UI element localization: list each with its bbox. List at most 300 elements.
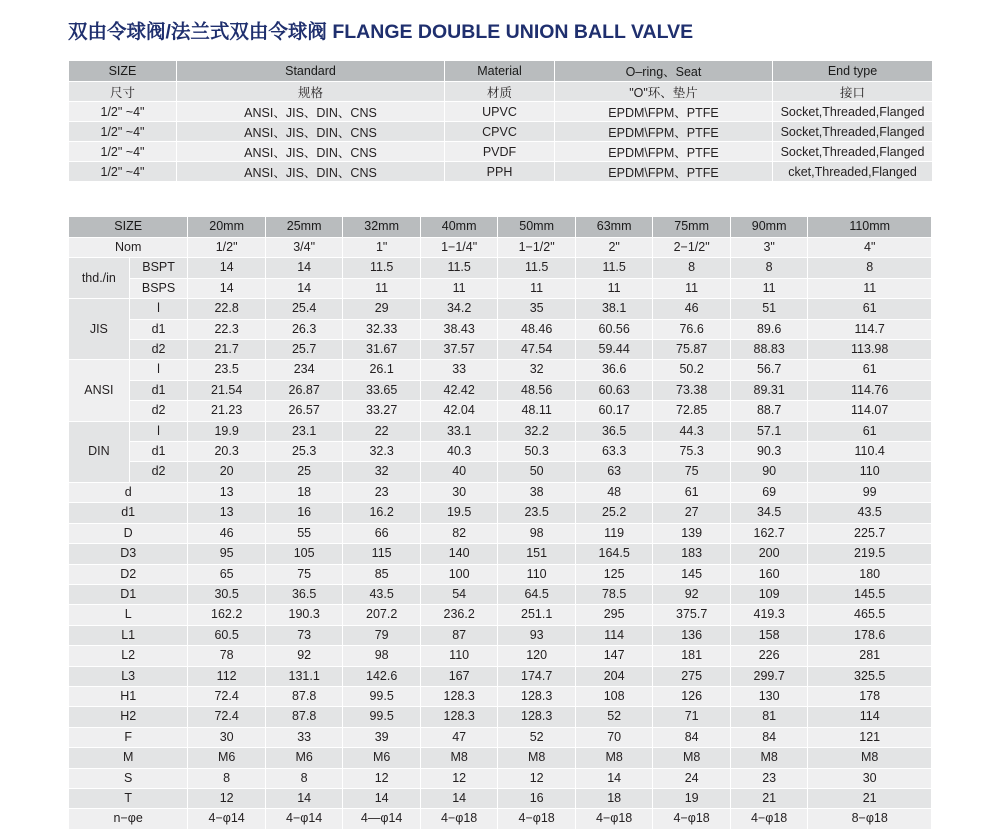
table-cell: 8−φ18 — [808, 809, 932, 829]
table-cell: 79 — [343, 625, 421, 645]
table-cell: 4−φ18 — [498, 809, 576, 829]
table-cell: 1−1/4" — [420, 238, 498, 258]
table-cell: 61 — [808, 421, 932, 441]
table-cell: 167 — [420, 666, 498, 686]
table-cell: 30.5 — [188, 584, 266, 604]
table-cell: 16.2 — [343, 503, 421, 523]
table-cell: 23.5 — [498, 503, 576, 523]
column-subheader: "O"环、垫片 — [555, 82, 773, 102]
column-header: 32mm — [343, 217, 421, 238]
table-cell: 39 — [343, 727, 421, 747]
table-cell: 87.8 — [265, 707, 343, 727]
table-cell: 52 — [498, 727, 576, 747]
table-cell: 33.27 — [343, 401, 421, 421]
table-cell: 226 — [730, 646, 808, 666]
column-subheader: 材质 — [445, 82, 555, 102]
table-cell: 78 — [188, 646, 266, 666]
table-row — [69, 421, 932, 441]
table-cell: 21.7 — [188, 340, 266, 360]
table-cell: 87.8 — [265, 686, 343, 706]
row-label: Nom — [69, 238, 188, 258]
table-cell: 114 — [575, 625, 653, 645]
table-cell: 115 — [343, 544, 421, 564]
table-cell: M6 — [343, 748, 421, 768]
table-cell: 109 — [730, 584, 808, 604]
table-cell: 4−φ14 — [265, 809, 343, 829]
table-cell: 22.8 — [188, 299, 266, 319]
table-cell: 34.2 — [420, 299, 498, 319]
table-cell: 48.11 — [498, 401, 576, 421]
table-cell: 63 — [575, 462, 653, 482]
table-cell: M8 — [808, 748, 932, 768]
table-cell: 151 — [498, 544, 576, 564]
table-cell: 19.9 — [188, 421, 266, 441]
row-label: d1 — [69, 503, 188, 523]
table-cell: 4−φ18 — [420, 809, 498, 829]
table-cell: 69 — [730, 482, 808, 502]
table-row — [69, 584, 932, 604]
table-cell: 375.7 — [653, 605, 731, 625]
row-label: L1 — [69, 625, 188, 645]
table-row — [69, 503, 932, 523]
row-label: S — [69, 768, 188, 788]
table-cell: Socket,Threaded,Flanged — [773, 102, 933, 122]
table-cell: EPDM\FPM、PTFE — [555, 162, 773, 182]
table-cell: ANSI、JIS、DIN、CNS — [177, 142, 445, 162]
table-cell: 37.57 — [420, 340, 498, 360]
table-cell: 204 — [575, 666, 653, 686]
table-cell: 47.54 — [498, 340, 576, 360]
table-cell: 19 — [653, 788, 731, 808]
table-cell: 36.5 — [265, 584, 343, 604]
specification-table — [68, 60, 933, 182]
table-cell: 8 — [730, 258, 808, 278]
table-cell: 90 — [730, 462, 808, 482]
table-cell: 63.3 — [575, 442, 653, 462]
table-cell: 82 — [420, 523, 498, 543]
table-cell: 32.3 — [343, 442, 421, 462]
row-label: n−φe — [69, 809, 188, 829]
table-cell: 25.3 — [265, 442, 343, 462]
table-cell: 50.3 — [498, 442, 576, 462]
table-cell: 24 — [653, 768, 731, 788]
table-cell: UPVC — [445, 102, 555, 122]
table-header-row — [69, 217, 932, 238]
column-header: Material — [445, 61, 555, 82]
table-row — [69, 142, 933, 162]
table-cell: 121 — [808, 727, 932, 747]
table-row — [69, 340, 932, 360]
table-cell: 99.5 — [343, 707, 421, 727]
table-cell: 72.85 — [653, 401, 731, 421]
table-cell: 32 — [498, 360, 576, 380]
table-cell: 11.5 — [343, 258, 421, 278]
table-cell: 11.5 — [420, 258, 498, 278]
table-cell: 59.44 — [575, 340, 653, 360]
table-header-row — [69, 61, 933, 82]
table-cell: 14 — [265, 258, 343, 278]
table-cell: 35 — [498, 299, 576, 319]
row-label: d1 — [129, 442, 188, 462]
table-cell: 38.1 — [575, 299, 653, 319]
column-header: 25mm — [265, 217, 343, 238]
dimensions-table-body — [69, 217, 932, 830]
table-cell: 25.7 — [265, 340, 343, 360]
table-cell: 178.6 — [808, 625, 932, 645]
table-cell: 34.5 — [730, 503, 808, 523]
table-cell: 38.43 — [420, 319, 498, 339]
table-cell: 207.2 — [343, 605, 421, 625]
dimensions-table — [68, 216, 932, 830]
table-cell: 12 — [498, 768, 576, 788]
table-row — [69, 299, 932, 319]
table-cell: 61 — [653, 482, 731, 502]
table-cell: 219.5 — [808, 544, 932, 564]
table-cell: 36.5 — [575, 421, 653, 441]
table-cell: 3/4" — [265, 238, 343, 258]
table-cell: 4−φ18 — [575, 809, 653, 829]
table-cell: 136 — [653, 625, 731, 645]
table-cell: 29 — [343, 299, 421, 319]
table-cell: 54 — [420, 584, 498, 604]
table-cell: 162.7 — [730, 523, 808, 543]
table-cell: 11 — [498, 278, 576, 298]
table-cell: 14 — [575, 768, 653, 788]
row-label: F — [69, 727, 188, 747]
table-cell: 126 — [653, 686, 731, 706]
table-cell: 33 — [420, 360, 498, 380]
table-cell: 48.56 — [498, 380, 576, 400]
table-cell: 140 — [420, 544, 498, 564]
table-cell: 70 — [575, 727, 653, 747]
row-label: d2 — [129, 340, 188, 360]
table-cell: 14 — [188, 278, 266, 298]
table-cell: 66 — [343, 523, 421, 543]
table-cell: 87 — [420, 625, 498, 645]
table-cell: 33.1 — [420, 421, 498, 441]
table-cell: 128.3 — [498, 707, 576, 727]
row-group-label: JIS — [69, 299, 130, 360]
table-cell: 60.63 — [575, 380, 653, 400]
table-cell: 2−1/2" — [653, 238, 731, 258]
table-cell: 92 — [653, 584, 731, 604]
table-cell: 75 — [653, 462, 731, 482]
table-cell: 43.5 — [343, 584, 421, 604]
row-label: l — [129, 360, 188, 380]
table-cell: 11 — [653, 278, 731, 298]
row-group-label: ANSI — [69, 360, 130, 421]
table-cell: 92 — [265, 646, 343, 666]
table-cell: 26.1 — [343, 360, 421, 380]
table-cell: 21.23 — [188, 401, 266, 421]
table-cell: cket,Threaded,Flanged — [773, 162, 933, 182]
table-row — [69, 788, 932, 808]
table-cell: EPDM\FPM、PTFE — [555, 122, 773, 142]
table-row — [69, 278, 932, 298]
table-cell: 114 — [808, 707, 932, 727]
table-cell: 52 — [575, 707, 653, 727]
table-cell: 275 — [653, 666, 731, 686]
table-cell: 14 — [188, 258, 266, 278]
table-cell: 61 — [808, 299, 932, 319]
table-cell: 89.31 — [730, 380, 808, 400]
table-cell: 3" — [730, 238, 808, 258]
row-label: BSPT — [129, 258, 188, 278]
table-cell: 56.7 — [730, 360, 808, 380]
table-cell: 110.4 — [808, 442, 932, 462]
table-cell: 98 — [343, 646, 421, 666]
table-cell: 72.4 — [188, 707, 266, 727]
row-label: D1 — [69, 584, 188, 604]
table-cell: 113.98 — [808, 340, 932, 360]
table-cell: Socket,Threaded,Flanged — [773, 142, 933, 162]
table-cell: 25 — [265, 462, 343, 482]
table-cell: EPDM\FPM、PTFE — [555, 142, 773, 162]
table-cell: 61 — [808, 360, 932, 380]
table-row — [69, 523, 932, 543]
table-cell: 4" — [808, 238, 932, 258]
table-cell: 174.7 — [498, 666, 576, 686]
table-cell: 108 — [575, 686, 653, 706]
table-cell: 25.2 — [575, 503, 653, 523]
table-row — [69, 727, 932, 747]
table-cell: 181 — [653, 646, 731, 666]
table-row — [69, 319, 932, 339]
table-cell: ANSI、JIS、DIN、CNS — [177, 162, 445, 182]
table-cell: PVDF — [445, 142, 555, 162]
table-cell: 190.3 — [265, 605, 343, 625]
table-cell: 21.54 — [188, 380, 266, 400]
table-cell: 234 — [265, 360, 343, 380]
column-header: 50mm — [498, 217, 576, 238]
table-cell: 99.5 — [343, 686, 421, 706]
page-title-cn: 双由令球阀/法兰式双由令球阀 — [68, 21, 327, 43]
table-cell: 180 — [808, 564, 932, 584]
table-cell: 128.3 — [420, 707, 498, 727]
table-cell: 85 — [343, 564, 421, 584]
table-cell: 20.3 — [188, 442, 266, 462]
table-row — [69, 102, 933, 122]
table-cell: 158 — [730, 625, 808, 645]
table-cell: 73 — [265, 625, 343, 645]
table-row — [69, 686, 932, 706]
table-cell: 23.1 — [265, 421, 343, 441]
column-header: O–ring、Seat — [555, 61, 773, 82]
table-cell: 281 — [808, 646, 932, 666]
row-label: l — [129, 421, 188, 441]
table-cell: 38 — [498, 482, 576, 502]
table-cell: 30 — [188, 727, 266, 747]
table-cell: 164.5 — [575, 544, 653, 564]
table-cell: 30 — [420, 482, 498, 502]
table-row — [69, 544, 932, 564]
table-cell: 78.5 — [575, 584, 653, 604]
table-row — [69, 258, 932, 278]
table-cell: 2" — [575, 238, 653, 258]
table-cell: 14 — [265, 278, 343, 298]
table-cell: 32.2 — [498, 421, 576, 441]
table-row — [69, 360, 932, 380]
column-header: SIZE — [69, 61, 177, 82]
row-label: d1 — [129, 319, 188, 339]
table-cell: 4—φ14 — [343, 809, 421, 829]
table-row — [69, 442, 932, 462]
column-subheader: 规格 — [177, 82, 445, 102]
table-row — [69, 768, 932, 788]
row-label: d — [69, 482, 188, 502]
table-cell: 27 — [653, 503, 731, 523]
table-cell: 48 — [575, 482, 653, 502]
table-cell: 16 — [498, 788, 576, 808]
table-cell: 30 — [808, 768, 932, 788]
table-cell: 71 — [653, 707, 731, 727]
table-cell: M8 — [653, 748, 731, 768]
table-cell: Socket,Threaded,Flanged — [773, 122, 933, 142]
table-cell: 18 — [575, 788, 653, 808]
table-cell: 128.3 — [420, 686, 498, 706]
table-row — [69, 666, 932, 686]
table-cell: 95 — [188, 544, 266, 564]
table-cell: 14 — [343, 788, 421, 808]
table-cell: 142.6 — [343, 666, 421, 686]
table-row — [69, 809, 932, 829]
table-row — [69, 401, 932, 421]
table-cell: 19.5 — [420, 503, 498, 523]
table-row — [69, 462, 932, 482]
table-cell: 75.87 — [653, 340, 731, 360]
table-cell: 114.07 — [808, 401, 932, 421]
row-label: d1 — [129, 380, 188, 400]
table-cell: 11 — [575, 278, 653, 298]
row-label: D — [69, 523, 188, 543]
table-cell: 93 — [498, 625, 576, 645]
table-cell: CPVC — [445, 122, 555, 142]
column-header: Standard — [177, 61, 445, 82]
table-cell: 26.57 — [265, 401, 343, 421]
table-cell: 75 — [265, 564, 343, 584]
specification-table-body — [69, 61, 933, 182]
table-cell: 145 — [653, 564, 731, 584]
table-cell: 46 — [188, 523, 266, 543]
table-cell: 100 — [420, 564, 498, 584]
column-header: SIZE — [69, 217, 188, 238]
table-cell: 23.5 — [188, 360, 266, 380]
table-cell: 88.83 — [730, 340, 808, 360]
table-cell: 1/2" ~4" — [69, 142, 177, 162]
page-title-en: FLANGE DOUBLE UNION BALL VALVE — [332, 21, 694, 43]
table-cell: 12 — [343, 768, 421, 788]
column-header: 110mm — [808, 217, 932, 238]
table-cell: 114.76 — [808, 380, 932, 400]
table-row — [69, 605, 932, 625]
table-cell: 1" — [343, 238, 421, 258]
table-cell: 14 — [420, 788, 498, 808]
table-cell: 119 — [575, 523, 653, 543]
table-cell: M8 — [575, 748, 653, 768]
table-cell: 99 — [808, 482, 932, 502]
table-cell: 26.87 — [265, 380, 343, 400]
table-cell: 47 — [420, 727, 498, 747]
column-header: End type — [773, 61, 933, 82]
table-cell: 20 — [188, 462, 266, 482]
table-cell: 12 — [420, 768, 498, 788]
row-label: T — [69, 788, 188, 808]
row-label: d2 — [129, 462, 188, 482]
table-row — [69, 122, 933, 142]
table-cell: 11.5 — [498, 258, 576, 278]
row-group-label: thd./in — [69, 258, 130, 299]
table-cell: M6 — [188, 748, 266, 768]
table-cell: 55 — [265, 523, 343, 543]
table-cell: 65 — [188, 564, 266, 584]
table-cell: 75.3 — [653, 442, 731, 462]
table-cell: 147 — [575, 646, 653, 666]
table-cell: 465.5 — [808, 605, 932, 625]
table-cell: 51 — [730, 299, 808, 319]
table-cell: 419.3 — [730, 605, 808, 625]
row-label: M — [69, 748, 188, 768]
row-label: D2 — [69, 564, 188, 584]
table-cell: 40 — [420, 462, 498, 482]
page-title — [68, 16, 693, 44]
table-cell: 11.5 — [575, 258, 653, 278]
table-cell: 1/2" ~4" — [69, 122, 177, 142]
table-cell: M8 — [730, 748, 808, 768]
table-row — [69, 707, 932, 727]
table-cell: M6 — [265, 748, 343, 768]
table-cell: M8 — [498, 748, 576, 768]
table-cell: 23 — [343, 482, 421, 502]
table-cell: 162.2 — [188, 605, 266, 625]
table-cell: 90.3 — [730, 442, 808, 462]
table-cell: 200 — [730, 544, 808, 564]
column-header: 75mm — [653, 217, 731, 238]
table-cell: 25.4 — [265, 299, 343, 319]
row-label: D3 — [69, 544, 188, 564]
table-cell: ANSI、JIS、DIN、CNS — [177, 122, 445, 142]
table-cell: 13 — [188, 503, 266, 523]
table-cell: 299.7 — [730, 666, 808, 686]
table-cell: 13 — [188, 482, 266, 502]
table-cell: 11 — [808, 278, 932, 298]
table-cell: 295 — [575, 605, 653, 625]
table-cell: ANSI、JIS、DIN、CNS — [177, 102, 445, 122]
table-cell: 8 — [653, 258, 731, 278]
table-cell: 57.1 — [730, 421, 808, 441]
table-cell: 4−φ14 — [188, 809, 266, 829]
table-cell: 60.56 — [575, 319, 653, 339]
table-cell: 1−1/2" — [498, 238, 576, 258]
table-subheader-row — [69, 82, 933, 102]
table-cell: 31.67 — [343, 340, 421, 360]
row-label: l — [129, 299, 188, 319]
table-cell: 50 — [498, 462, 576, 482]
table-cell: 60.5 — [188, 625, 266, 645]
table-cell: 325.5 — [808, 666, 932, 686]
table-cell: 114.7 — [808, 319, 932, 339]
table-cell: 26.3 — [265, 319, 343, 339]
table-cell: 110 — [498, 564, 576, 584]
row-label: L3 — [69, 666, 188, 686]
table-cell: 183 — [653, 544, 731, 564]
table-cell: 32 — [343, 462, 421, 482]
table-cell: 130 — [730, 686, 808, 706]
table-cell: 251.1 — [498, 605, 576, 625]
table-cell: 8 — [188, 768, 266, 788]
table-cell: 22.3 — [188, 319, 266, 339]
table-row — [69, 162, 933, 182]
row-group-label: DIN — [69, 421, 130, 482]
